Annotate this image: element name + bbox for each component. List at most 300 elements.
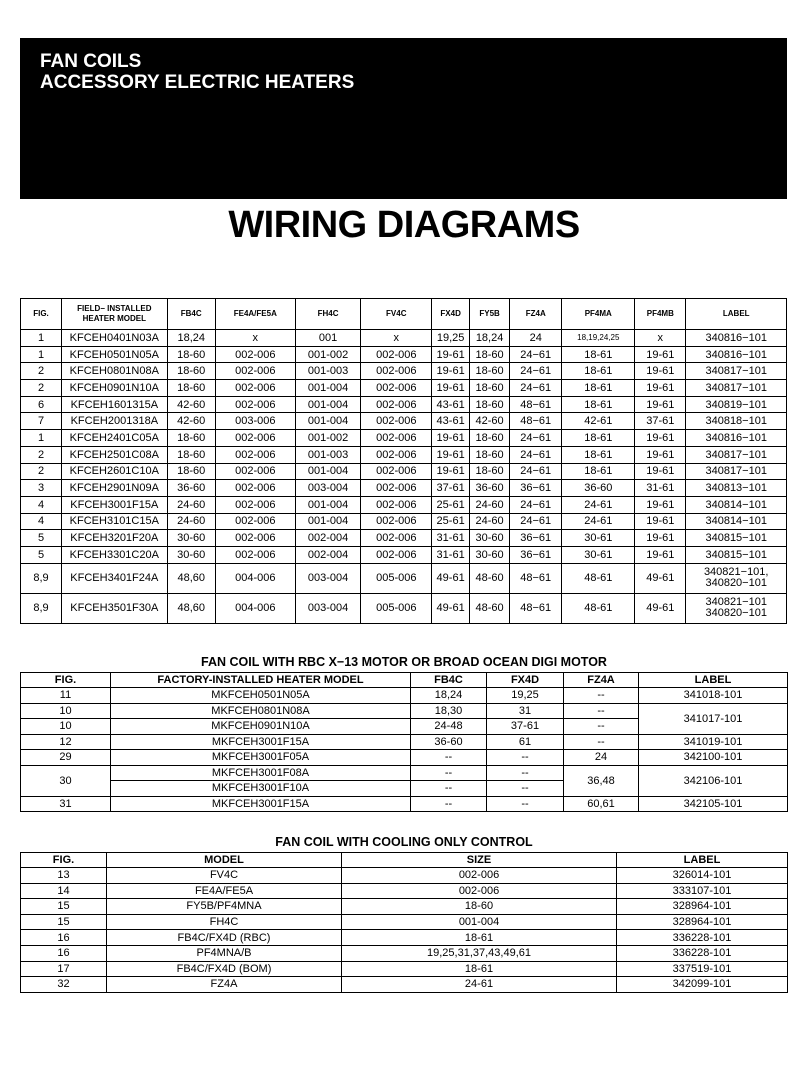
table-cell: 341019-101 <box>639 734 788 750</box>
table-cell: 8,9 <box>21 593 62 623</box>
table-cell: 42-60 <box>167 396 215 413</box>
table-cell: 003-004 <box>295 593 361 623</box>
table-row <box>21 750 788 766</box>
table-cell: 002-006 <box>361 530 432 547</box>
table-cell: 37-61 <box>487 719 564 735</box>
table-cell: 337519-101 <box>617 961 788 977</box>
table-cell: 42-61 <box>562 413 635 430</box>
table-row <box>21 346 787 363</box>
table-cell: 002-004 <box>295 530 361 547</box>
table-cell: 1 <box>21 346 62 363</box>
table-cell: 18-60 <box>167 446 215 463</box>
header-cell: FB4C <box>167 299 215 330</box>
table-cell: 10 <box>21 703 111 719</box>
table-cell: 340819−101 <box>686 396 787 413</box>
table-cell: 001-002 <box>295 346 361 363</box>
table-cell: 24−61 <box>510 346 562 363</box>
table-cell: 328964-101 <box>617 914 788 930</box>
cooling-only-section-title: FAN COIL WITH COOLING ONLY CONTROL <box>275 835 533 849</box>
header-line-2: ACCESSORY ELECTRIC HEATERS <box>40 72 355 93</box>
table-row <box>21 765 788 781</box>
table-cell: 002-006 <box>215 480 295 497</box>
table-cell: 18-60 <box>470 446 510 463</box>
table-cell: 19-61 <box>635 430 686 447</box>
table-cell: 003-006 <box>215 413 295 430</box>
table-cell: 30-60 <box>470 530 510 547</box>
table-cell: 326014-101 <box>617 868 788 884</box>
table-row <box>21 430 787 447</box>
table-cell: 336228-101 <box>617 945 788 961</box>
table-cell: 48,60 <box>167 563 215 593</box>
table-cell: 49-61 <box>635 563 686 593</box>
header-cell: FH4C <box>295 299 361 330</box>
table-cell: 003-004 <box>295 480 361 497</box>
table-cell: 19-61 <box>432 346 470 363</box>
table-cell: 61 <box>487 734 564 750</box>
table-cell: 48-60 <box>470 593 510 623</box>
table-cell: 17 <box>21 961 107 977</box>
table-row <box>21 546 787 563</box>
table-row <box>21 480 787 497</box>
table-cell: 10 <box>21 719 111 735</box>
header-cell: FB4C <box>411 673 487 688</box>
table-cell: 19-61 <box>635 380 686 397</box>
table-cell: 24−61 <box>510 513 562 530</box>
table-cell: 336228-101 <box>617 930 788 946</box>
table-cell: KFCEH3501F30A <box>62 593 168 623</box>
table-cell: 19-61 <box>635 496 686 513</box>
table-cell: -- <box>487 781 564 797</box>
table-cell: 19-61 <box>635 363 686 380</box>
table-cell: KFCEH0901N10A <box>62 380 168 397</box>
table-cell: 340816−101 <box>686 346 787 363</box>
table-cell: 15 <box>21 899 107 915</box>
table-row <box>21 446 787 463</box>
table-cell: 48−61 <box>510 396 562 413</box>
table-cell: 48−61 <box>510 413 562 430</box>
table-cell: 18-60 <box>470 363 510 380</box>
table-cell: 4 <box>21 496 62 513</box>
header-cell: PF4MA <box>562 299 635 330</box>
table-cell: PF4MNA/B <box>107 945 342 961</box>
table-cell: 005-006 <box>361 563 432 593</box>
header-cell: FX4D <box>487 673 564 688</box>
table-cell: 18-60 <box>470 396 510 413</box>
table-cell: 002-004 <box>295 546 361 563</box>
table-row <box>21 363 787 380</box>
table-cell: 25-61 <box>432 513 470 530</box>
header-cell: FIG. <box>21 673 111 688</box>
table-cell: 004-006 <box>215 563 295 593</box>
table-cell: 49-61 <box>635 593 686 623</box>
table-cell: 18,24 <box>167 330 215 347</box>
table-cell: 11 <box>21 688 111 704</box>
table-cell: 19-61 <box>432 430 470 447</box>
table-cell: 001-002 <box>295 430 361 447</box>
table-cell: x <box>361 330 432 347</box>
table-cell: 002-006 <box>361 546 432 563</box>
table-cell: 001-004 <box>295 380 361 397</box>
table-cell: KFCEH3301C20A <box>62 546 168 563</box>
table-cell: 24-61 <box>562 496 635 513</box>
table-cell: 340817−101 <box>686 446 787 463</box>
table-cell: 43-61 <box>432 413 470 430</box>
table-cell: 18-61 <box>562 346 635 363</box>
table-cell: 36−61 <box>510 480 562 497</box>
table-cell: 001-004 <box>295 413 361 430</box>
table-cell: 002-006 <box>342 868 617 884</box>
table-cell: 18,24 <box>470 330 510 347</box>
table-cell: -- <box>487 750 564 766</box>
table-cell: 19-61 <box>635 446 686 463</box>
table-cell: 36-60 <box>167 480 215 497</box>
table-cell: FB4C/FX4D (BOM) <box>107 961 342 977</box>
table-cell: 16 <box>21 945 107 961</box>
table-cell: 48-61 <box>562 563 635 593</box>
header-cell: FACTORY-INSTALLED HEATER MODEL <box>111 673 411 688</box>
table-row <box>21 413 787 430</box>
table-cell: MKFCEH0801N08A <box>111 703 411 719</box>
table-cell: 002-006 <box>361 396 432 413</box>
table-cell: 340821−101, 340820−101 <box>686 563 787 593</box>
table-cell: 42-60 <box>470 413 510 430</box>
table-cell: MKFCEH0501N05A <box>111 688 411 704</box>
table-cell: FE4A/FE5A <box>107 883 342 899</box>
table-cell: KFCEH0401N03A <box>62 330 168 347</box>
table-cell: 001-004 <box>295 463 361 480</box>
table-cell: 340821−101 340820−101 <box>686 593 787 623</box>
table-cell: -- <box>487 765 564 781</box>
table-cell: 340817−101 <box>686 380 787 397</box>
table-cell: KFCEH3401F24A <box>62 563 168 593</box>
table-cell: 48,60 <box>167 593 215 623</box>
table-cell: 19,25,31,37,43,49,61 <box>342 945 617 961</box>
table-cell: 18-60 <box>167 363 215 380</box>
table-cell: 16 <box>21 930 107 946</box>
table-cell: 340816−101 <box>686 430 787 447</box>
table-cell: 18,30 <box>411 703 487 719</box>
table-cell: 342106-101 <box>639 765 788 796</box>
rbc-motor-section-title: FAN COIL WITH RBC X−13 MOTOR OR BROAD OCEAN DIGI MOTOR <box>201 655 607 669</box>
table-cell: 31-61 <box>432 546 470 563</box>
table-cell: x <box>215 330 295 347</box>
table-row <box>21 463 787 480</box>
header-cell: LABEL <box>617 853 788 868</box>
table-cell: 2 <box>21 463 62 480</box>
table-cell: 19-61 <box>432 463 470 480</box>
table-cell: 14 <box>21 883 107 899</box>
table-cell: 5 <box>21 546 62 563</box>
table-cell: 001-004 <box>295 496 361 513</box>
table-cell: 8,9 <box>21 563 62 593</box>
table-cell: -- <box>564 688 639 704</box>
table-cell: 002-006 <box>361 463 432 480</box>
table-row <box>21 796 788 812</box>
table-cell: KFCEH2001318A <box>62 413 168 430</box>
table-cell: 340815−101 <box>686 546 787 563</box>
table-cell: 36−61 <box>510 530 562 547</box>
header-cell: LABEL <box>686 299 787 330</box>
table-row <box>21 945 788 961</box>
table-cell: KFCEH3001F15A <box>62 496 168 513</box>
table-cell: KFCEH2501C08A <box>62 446 168 463</box>
table-cell: 005-006 <box>361 593 432 623</box>
table-cell: 002-006 <box>215 446 295 463</box>
table-cell: KFCEH0501N05A <box>62 346 168 363</box>
table-cell: 002-006 <box>361 496 432 513</box>
table-row <box>21 593 787 623</box>
table-cell: 30-60 <box>167 546 215 563</box>
table-cell: 1 <box>21 430 62 447</box>
table-cell: 18-61 <box>562 363 635 380</box>
table-cell: 002-006 <box>215 430 295 447</box>
table-cell: 004-006 <box>215 593 295 623</box>
page-title: WIRING DIAGRAMS <box>228 204 580 246</box>
table-cell: 36-60 <box>562 480 635 497</box>
header-cell: FIG. <box>21 299 62 330</box>
table-cell: 13 <box>21 868 107 884</box>
table-row <box>21 961 788 977</box>
table-cell: 340817−101 <box>686 363 787 380</box>
table-cell: 31-61 <box>432 530 470 547</box>
table-cell: 002-006 <box>215 496 295 513</box>
table-cell: 37-61 <box>432 480 470 497</box>
table-cell: FH4C <box>107 914 342 930</box>
table-cell: 002-006 <box>361 363 432 380</box>
table-cell: 002-006 <box>215 346 295 363</box>
table-cell: 001-003 <box>295 363 361 380</box>
table-cell: 18-60 <box>167 380 215 397</box>
table-cell: 24-48 <box>411 719 487 735</box>
table-cell: MKFCEH3001F05A <box>111 750 411 766</box>
table-cell: 19-61 <box>432 446 470 463</box>
table-cell: 2 <box>21 380 62 397</box>
table-cell: FY5B/PF4MNA <box>107 899 342 915</box>
table-cell: 24-61 <box>562 513 635 530</box>
table-cell: 342099-101 <box>617 977 788 993</box>
table-cell: 31 <box>21 796 111 812</box>
table-cell: 60,61 <box>564 796 639 812</box>
table-cell: 24-60 <box>167 496 215 513</box>
table-cell: 30-60 <box>167 530 215 547</box>
table-cell: 18-60 <box>470 380 510 397</box>
table-cell: 002-006 <box>361 513 432 530</box>
table-cell: 002-006 <box>361 380 432 397</box>
table-cell: 30-61 <box>562 530 635 547</box>
field-installed-heater-table <box>20 298 787 624</box>
header-cell: FV4C <box>361 299 432 330</box>
table-cell: 24−61 <box>510 496 562 513</box>
table-cell: 12 <box>21 734 111 750</box>
header-cell: FZ4A <box>510 299 562 330</box>
table-header-row <box>21 673 788 688</box>
table-cell: MKFCEH0901N10A <box>111 719 411 735</box>
table-cell: 002-006 <box>215 396 295 413</box>
table-cell: 003-004 <box>295 563 361 593</box>
table-cell: 30 <box>21 765 111 796</box>
table-cell: KFCEH2901N09A <box>62 480 168 497</box>
table-cell: KFCEH0801N08A <box>62 363 168 380</box>
table-cell: 24-60 <box>167 513 215 530</box>
table-cell: 002-006 <box>215 530 295 547</box>
table-cell: KFCEH2601C10A <box>62 463 168 480</box>
table-cell: FB4C/FX4D (RBC) <box>107 930 342 946</box>
table-cell: 24−61 <box>510 380 562 397</box>
header-banner <box>20 38 787 199</box>
table-row <box>21 396 787 413</box>
table-cell: MKFCEH3001F15A <box>111 734 411 750</box>
table-cell: 49-61 <box>432 563 470 593</box>
table-cell: 001-003 <box>295 446 361 463</box>
header-cell: FIG. <box>21 853 107 868</box>
table-cell: 001-004 <box>295 513 361 530</box>
table-cell: 24-60 <box>470 513 510 530</box>
header-cell: FIELD− INSTALLED HEATER MODEL <box>62 299 168 330</box>
table-cell: 36,48 <box>564 765 639 796</box>
table-cell: 37-61 <box>635 413 686 430</box>
table-cell: 340813−101 <box>686 480 787 497</box>
table-cell: -- <box>564 703 639 719</box>
table-cell: KFCEH3101C15A <box>62 513 168 530</box>
table-cell: 48−61 <box>510 593 562 623</box>
header-cell: FZ4A <box>564 673 639 688</box>
factory-installed-heater-table <box>20 672 788 812</box>
table-cell: KFCEH2401C05A <box>62 430 168 447</box>
table-row <box>21 380 787 397</box>
table-cell: 341018-101 <box>639 688 788 704</box>
table-cell: 19,25 <box>432 330 470 347</box>
table-cell: MKFCEH3001F10A <box>111 781 411 797</box>
table-cell: 5 <box>21 530 62 547</box>
table-cell: 29 <box>21 750 111 766</box>
table-cell: 24−61 <box>510 446 562 463</box>
table-cell: 31 <box>487 703 564 719</box>
table-cell: 340817−101 <box>686 463 787 480</box>
header-cell: FY5B <box>470 299 510 330</box>
table-cell: 19-61 <box>635 396 686 413</box>
table-cell: 002-006 <box>361 480 432 497</box>
table-cell: 25-61 <box>432 496 470 513</box>
table-cell: 24 <box>510 330 562 347</box>
table-cell: -- <box>411 750 487 766</box>
table-cell: -- <box>411 765 487 781</box>
table-cell: 36−61 <box>510 546 562 563</box>
table-cell: 24−61 <box>510 463 562 480</box>
table-cell: FZ4A <box>107 977 342 993</box>
table-cell: -- <box>487 796 564 812</box>
table-cell: 6 <box>21 396 62 413</box>
table-cell: 19-61 <box>432 363 470 380</box>
table-cell: 24−61 <box>510 363 562 380</box>
table-cell: 24-61 <box>342 977 617 993</box>
table-cell: KFCEH3201F20A <box>62 530 168 547</box>
table-cell: 7 <box>21 413 62 430</box>
table-cell: 18-60 <box>167 346 215 363</box>
table-cell: 18-60 <box>470 346 510 363</box>
table-cell: 002-006 <box>215 380 295 397</box>
table-cell: x <box>635 330 686 347</box>
table-row <box>21 868 788 884</box>
table-cell: 18-61 <box>562 430 635 447</box>
table-cell: 19-61 <box>635 346 686 363</box>
table-row <box>21 899 788 915</box>
table-row <box>21 513 787 530</box>
table-cell: 341017-101 <box>639 703 788 734</box>
table-cell: 2 <box>21 363 62 380</box>
table-cell: 340814−101 <box>686 513 787 530</box>
table-cell: 002-006 <box>215 546 295 563</box>
table-row <box>21 530 787 547</box>
table-cell: 002-006 <box>215 463 295 480</box>
table-cell: 18-61 <box>342 961 617 977</box>
table-cell: 002-006 <box>342 883 617 899</box>
table-cell: 18-61 <box>562 446 635 463</box>
table-cell: 340814−101 <box>686 496 787 513</box>
table-cell: 48-60 <box>470 563 510 593</box>
table-cell: 18-60 <box>470 430 510 447</box>
table-row <box>21 496 787 513</box>
table-cell: 19-61 <box>635 463 686 480</box>
table-cell: 002-006 <box>215 513 295 530</box>
table-cell: 18-60 <box>470 463 510 480</box>
cooling-only-control-table <box>20 852 788 993</box>
table-row <box>21 703 788 719</box>
table-cell: 2 <box>21 446 62 463</box>
table-row <box>21 330 787 347</box>
table-header-row <box>21 853 788 868</box>
table-cell: 19-61 <box>635 513 686 530</box>
table-cell: MKFCEH3001F15A <box>111 796 411 812</box>
table-cell: 18-61 <box>562 396 635 413</box>
table-cell: 31-61 <box>635 480 686 497</box>
header-cell: MODEL <box>107 853 342 868</box>
header-cell: FX4D <box>432 299 470 330</box>
table-cell: 002-006 <box>361 413 432 430</box>
table-cell: 19-61 <box>432 380 470 397</box>
table-cell: 18-61 <box>562 463 635 480</box>
table-cell: 18-61 <box>342 930 617 946</box>
table-cell: 002-006 <box>215 363 295 380</box>
table-cell: 1 <box>21 330 62 347</box>
table-cell: 48-61 <box>562 593 635 623</box>
table-cell: 30-61 <box>562 546 635 563</box>
table-cell: 342105-101 <box>639 796 788 812</box>
table-cell: MKFCEH3001F08A <box>111 765 411 781</box>
table-row <box>21 930 788 946</box>
table-cell: 002-006 <box>361 346 432 363</box>
table-cell: 18-61 <box>562 380 635 397</box>
table-cell: 340818−101 <box>686 413 787 430</box>
table-cell: 4 <box>21 513 62 530</box>
table-cell: 18-60 <box>167 463 215 480</box>
table-cell: 002-006 <box>361 446 432 463</box>
table-cell: 340815−101 <box>686 530 787 547</box>
table-cell: 328964-101 <box>617 899 788 915</box>
table-cell: 30-60 <box>470 546 510 563</box>
table-cell: 42-60 <box>167 413 215 430</box>
table-row <box>21 883 788 899</box>
table-cell: 18-60 <box>342 899 617 915</box>
table-row <box>21 563 787 593</box>
header-cell: FE4A/FE5A <box>215 299 295 330</box>
table-row <box>21 688 788 704</box>
table-row <box>21 977 788 993</box>
table-cell: 32 <box>21 977 107 993</box>
header-cell: LABEL <box>639 673 788 688</box>
table-cell: 36-60 <box>411 734 487 750</box>
table-row <box>21 734 788 750</box>
table-header-row <box>21 299 787 330</box>
